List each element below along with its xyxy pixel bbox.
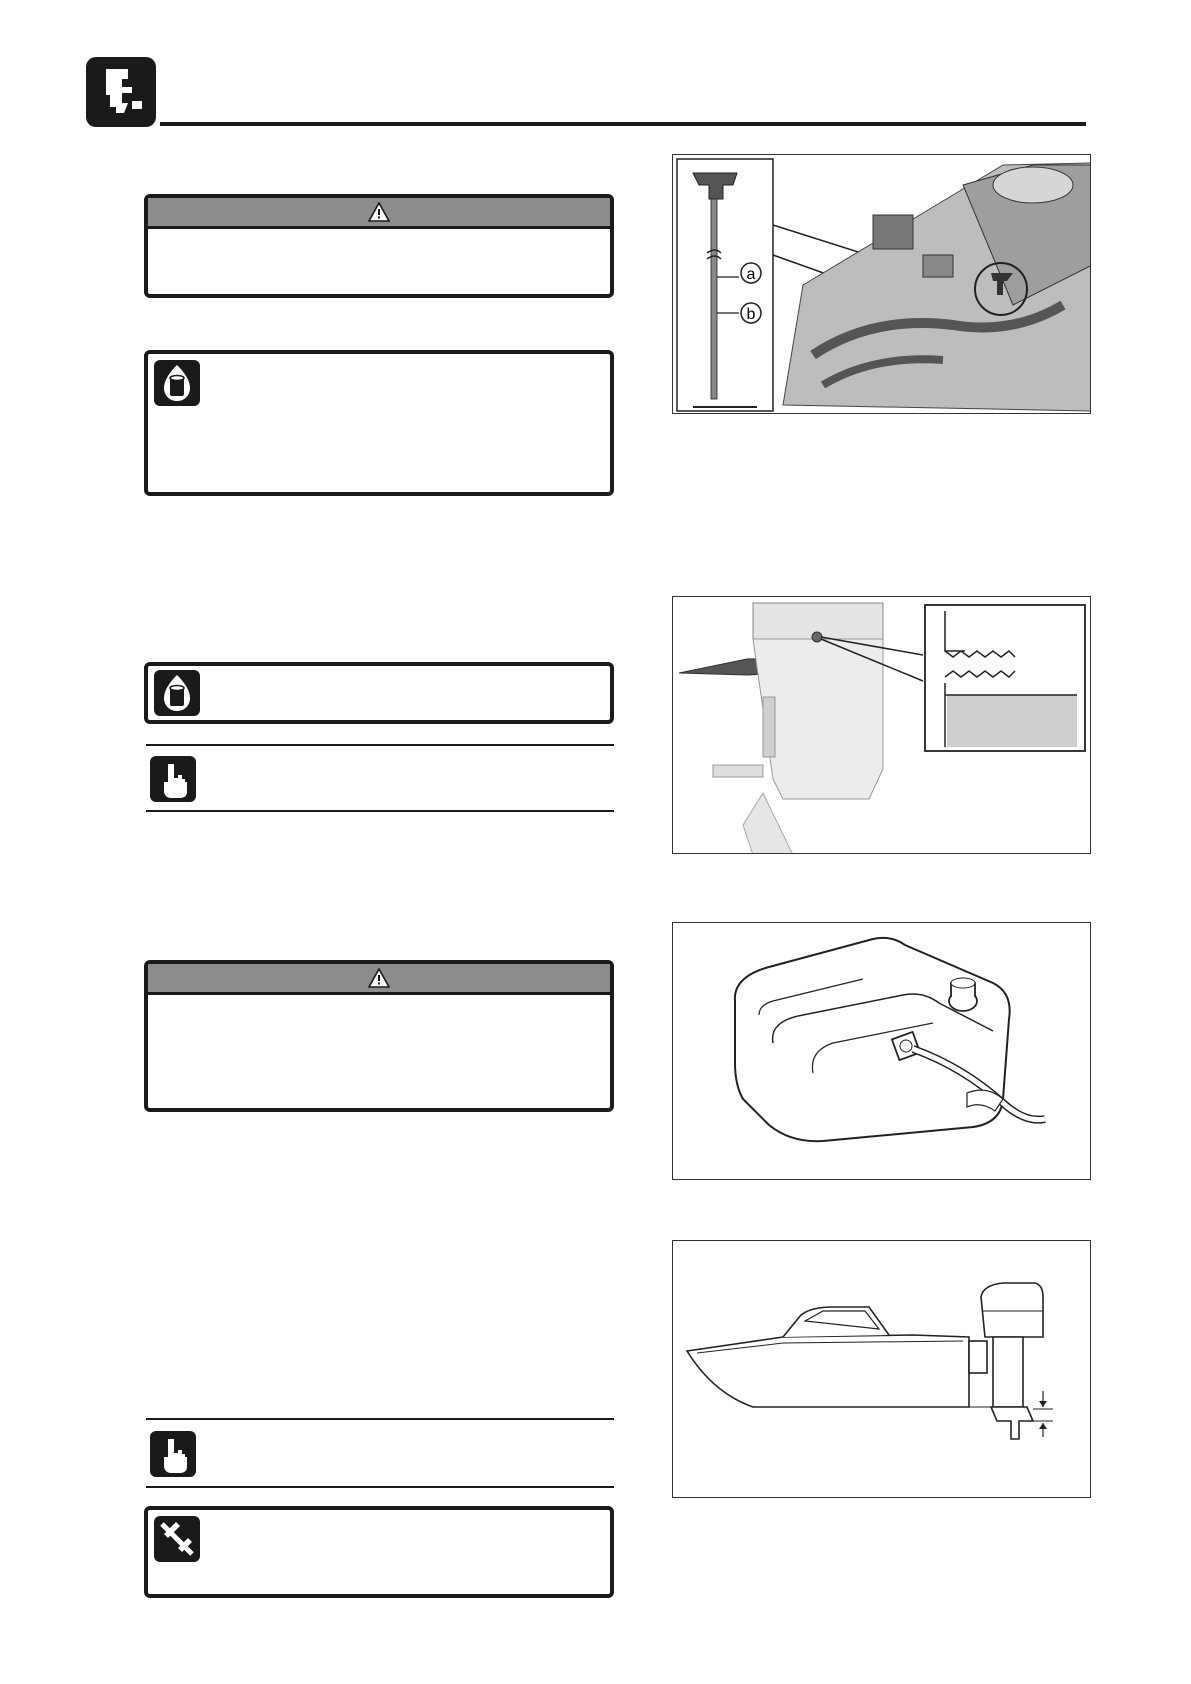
boat-outboard-figure bbox=[672, 1240, 1091, 1498]
warning-header bbox=[148, 198, 610, 229]
warning-box bbox=[144, 194, 614, 298]
oil-note-box bbox=[144, 662, 614, 724]
pointing-hand-icon bbox=[150, 756, 196, 802]
outboard-motor-icon bbox=[86, 57, 156, 127]
warning-header bbox=[148, 964, 610, 995]
header-rule bbox=[160, 122, 1086, 126]
warning-box bbox=[144, 960, 614, 1112]
callout-label-b: b bbox=[746, 306, 756, 323]
warning-triangle-icon bbox=[368, 968, 390, 988]
fuel-tank-figure bbox=[672, 922, 1091, 1180]
tip-block bbox=[146, 744, 614, 812]
caliper-icon bbox=[154, 1516, 200, 1562]
oil-container-icon bbox=[154, 360, 200, 406]
tip-block bbox=[146, 1418, 614, 1488]
measurement-note-box bbox=[144, 1506, 614, 1598]
warning-triangle-icon bbox=[368, 202, 390, 222]
callout-label-a: a bbox=[746, 266, 756, 283]
dipstick-figure bbox=[672, 154, 1091, 414]
oil-container-icon bbox=[154, 670, 200, 716]
pointing-hand-icon bbox=[150, 1431, 196, 1477]
oil-note-box bbox=[144, 350, 614, 496]
gear-case-plug-figure bbox=[672, 596, 1091, 854]
